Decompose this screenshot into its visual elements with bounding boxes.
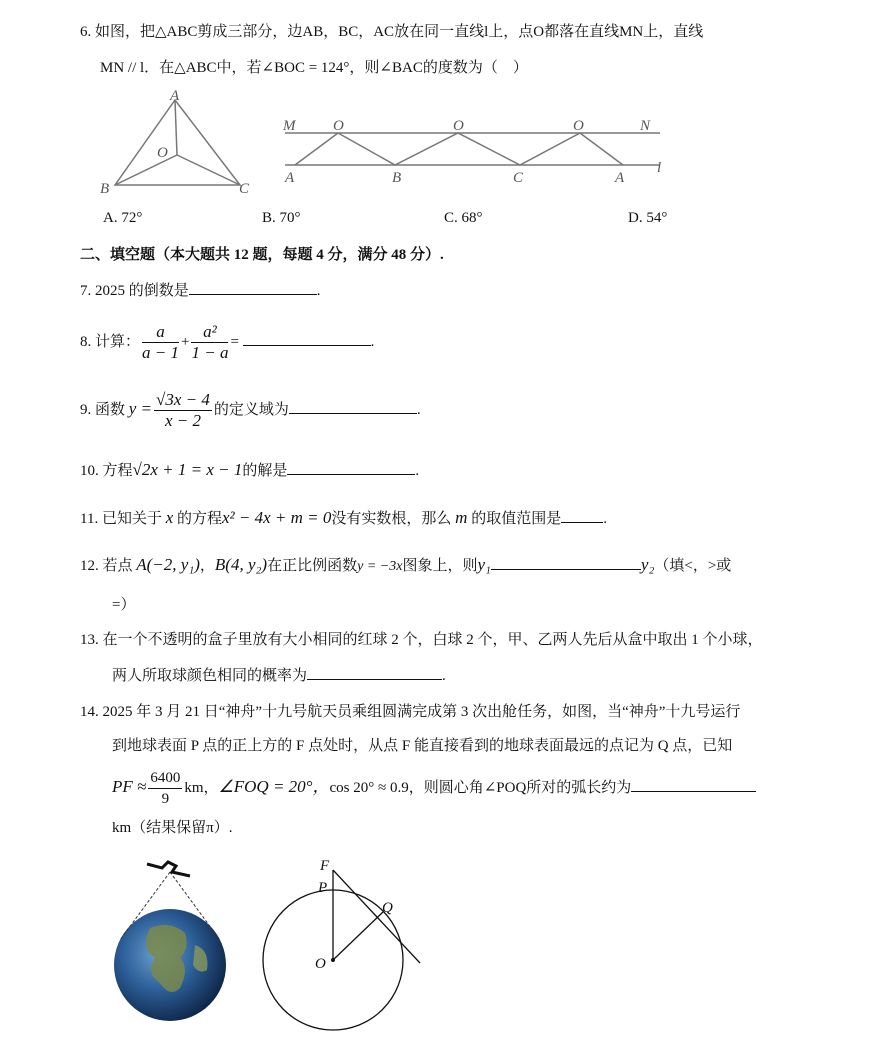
q6-line2: MN // l．在△ABC中，若∠BOC = 124°，则∠BAC的度数为（ ） <box>100 60 528 76</box>
t: . <box>442 668 446 684</box>
label-o1: O <box>333 118 344 134</box>
q14-line4: km（结果保留π）. <box>112 820 233 836</box>
t: km， <box>184 779 219 796</box>
q9-answer-blank[interactable] <box>289 399 417 414</box>
q14-frac <box>148 768 182 809</box>
q10-text: 10. 方程 <box>80 463 133 479</box>
q10-text2: 的解是 <box>242 463 288 479</box>
t: 12. 若点 <box>80 558 133 574</box>
label-l: l <box>657 160 662 176</box>
q8-answer-blank[interactable] <box>243 331 371 346</box>
point-a: A(−2, y₁) <box>136 555 200 574</box>
t: PF ≈ <box>112 776 147 796</box>
plus: + <box>181 333 190 350</box>
q7 <box>80 280 321 301</box>
den: x − 2 <box>164 411 201 430</box>
q14-line2: 到地球表面 P 点的正上方的 F 点处时，从点 F 能直接看到的地球表面最远的点记为 Q 点，已知 <box>112 738 733 754</box>
q9-end: . <box>416 401 421 418</box>
eq: = <box>230 333 239 350</box>
q10-end: . <box>415 463 420 479</box>
q10-answer-blank[interactable] <box>287 460 415 475</box>
q9-text: 9. 函数 <box>80 401 126 418</box>
label-p: P <box>318 880 328 896</box>
q14-line1: 14. 2025 年 3 月 21 日“神舟”十九号航天员乘组圆满完成第 3 次出舱任务，如图，当“神舟”十九号运行 <box>80 704 741 720</box>
t: （填<，>或 <box>654 558 732 574</box>
t: 两人所取球颜色相同的概率为 <box>112 668 308 684</box>
q13-line1: 13. 在一个不透明的盒子里放有大小相同的红球 2 个，白球 2 个，甲、乙两人先后从盒中取出 1 个小球， <box>80 632 763 648</box>
label-o2: O <box>453 118 464 134</box>
t: ， <box>199 558 215 574</box>
label-f: F <box>320 858 330 874</box>
den: 9 <box>161 791 170 807</box>
option-a[interactable]: A. 72° <box>103 210 143 226</box>
q12 <box>80 555 731 577</box>
q8 <box>80 322 374 363</box>
q9-frac <box>154 390 212 431</box>
q7-answer-blank[interactable] <box>189 280 317 295</box>
q11-answer-blank[interactable] <box>561 508 603 523</box>
q13-answer-blank[interactable] <box>307 665 442 680</box>
q9-text2: 的定义域为 <box>213 401 289 418</box>
q8-frac2 <box>191 322 228 363</box>
t: ∠FOQ = 20°， <box>218 776 330 796</box>
label-n: N <box>640 118 651 134</box>
label-o3: O <box>573 118 584 134</box>
q9-y: y = <box>128 398 153 418</box>
q12-answer-blank[interactable] <box>491 555 641 570</box>
t: . <box>603 511 607 527</box>
function: y = −3x <box>357 559 403 574</box>
label-o: O <box>315 956 326 972</box>
m: m <box>455 508 468 527</box>
num: a² <box>191 322 228 343</box>
label-b: B <box>100 181 110 197</box>
label-b1: B <box>392 170 402 186</box>
t: 没有实数根，那么 <box>331 511 452 527</box>
den: 1 − a <box>191 343 229 362</box>
label-c1: C <box>513 170 524 186</box>
q14-answer-blank[interactable] <box>631 777 756 792</box>
label-a1: A <box>285 170 295 186</box>
y1: y₁ <box>477 555 491 574</box>
q8-text: 8. 计算： <box>80 333 141 350</box>
label-a: A <box>170 88 180 104</box>
label-a2: A <box>615 170 625 186</box>
q10-equation: √2x + 1 = x − 1 <box>132 460 243 479</box>
q8-end: . <box>370 333 375 350</box>
x: x <box>165 508 174 527</box>
option-d[interactable]: D. 54° <box>628 210 668 226</box>
q13-line2 <box>112 665 446 686</box>
q7-end: . <box>316 283 321 299</box>
q11 <box>80 508 607 529</box>
den: a − 1 <box>142 343 179 362</box>
q11-equation: x² − 4x + m = 0 <box>222 508 332 527</box>
q10 <box>80 460 419 481</box>
q12-line2: =） <box>112 597 136 613</box>
t: 在正比例函数 <box>267 558 358 574</box>
num: 6400 <box>148 768 182 789</box>
t: cos 20° ≈ 0.9， <box>329 779 424 796</box>
t: 图象上，则 <box>402 558 478 574</box>
q9 <box>80 390 421 431</box>
q8-frac1 <box>142 322 179 363</box>
point-b: B(4, y₂) <box>214 555 268 574</box>
num: a <box>142 322 179 343</box>
t: 的取值范围是 <box>471 511 562 527</box>
label-q: Q <box>382 900 393 916</box>
label-c: C <box>239 181 250 197</box>
earth-satellite-image <box>105 850 245 1040</box>
t: 的方程 <box>177 511 223 527</box>
t: 则圆心角∠POQ所对的弧长约为 <box>423 779 632 796</box>
q6-line1: 6. 如图，把△ABC剪成三部分，边AB，BC，AC放在同一直线l上，点O都落在直线MN上，直线 <box>80 24 704 40</box>
option-c[interactable]: C. 68° <box>444 210 483 226</box>
num: √3x − 4 <box>156 390 210 409</box>
q7-text: 7. 2025 的倒数是 <box>80 283 189 299</box>
q14-line3 <box>112 768 756 809</box>
label-o: O <box>157 145 168 161</box>
option-b[interactable]: B. 70° <box>262 210 301 226</box>
q6-figure <box>95 85 675 200</box>
t: 11. 已知关于 <box>80 511 162 527</box>
section-heading: 二、填空题（本大题共 12 题，每题 4 分，满分 48 分）. <box>80 247 444 263</box>
y2: y₂ <box>640 555 655 574</box>
q14-geometry-figure <box>260 850 430 1040</box>
label-m: M <box>283 118 296 134</box>
